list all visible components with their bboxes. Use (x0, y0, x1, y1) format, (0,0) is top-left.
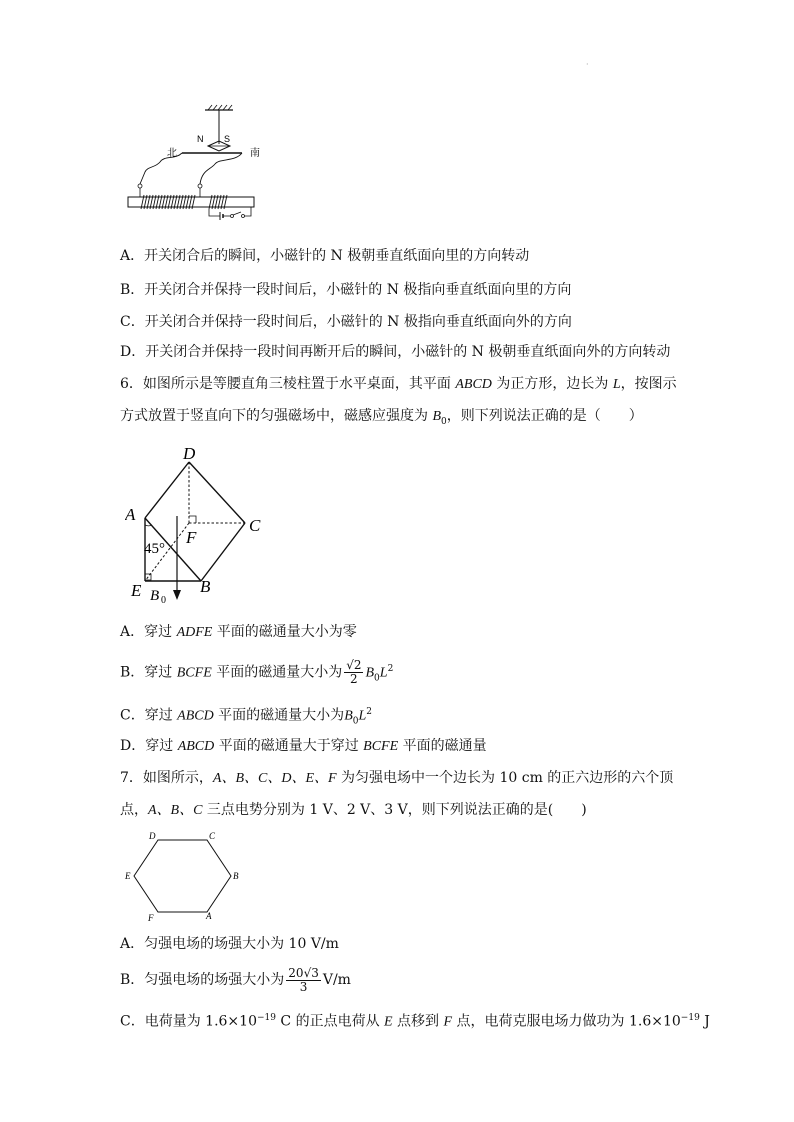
label-b: B (200, 577, 211, 596)
q5-option-c: C．开关闭合并保持一段时间后，小磁针的 N 极指向垂直纸面向外的方向 (120, 314, 572, 330)
frac-den: 3 (299, 979, 308, 994)
q5-option-a: A．开关闭合后的瞬间，小磁针的 N 极朝垂直纸面向里的方向转动 (120, 248, 530, 264)
q7-text: 点移到 (392, 1013, 444, 1030)
q6-option-c (120, 702, 372, 731)
q7-option-c (120, 1008, 710, 1033)
q6-option-d (120, 736, 487, 757)
page-mark: · (586, 60, 589, 69)
q7-option-a: A．匀强电场的场强大小为 10 V/m (120, 936, 339, 952)
q6-abcd: ABCD (455, 377, 492, 392)
hex-label-b: B (233, 871, 239, 881)
q6-text: 平面的磁通量 (398, 738, 487, 754)
q5-option-b: B．开关闭合并保持一段时间后，小磁针的 N 极指向垂直纸面向里的方向 (120, 282, 572, 298)
figure-hexagon (120, 828, 245, 923)
q7-text: B．匀强电场的场强大小为 (120, 972, 285, 988)
q7-text: J (699, 1013, 710, 1030)
q7-points: A、B、C (148, 803, 203, 818)
q6-b-sub: 0 (352, 716, 359, 727)
q7-stem-line2 (120, 800, 587, 821)
hex-label-c: C (209, 831, 216, 841)
q7-points: A、B、C、D、E、F (212, 771, 337, 786)
q6-b: B (344, 708, 353, 724)
q7-text: C．电荷量为 1.6×10 (120, 1013, 257, 1030)
q6-plane: BCFE (176, 665, 212, 681)
q7-exp: −19 (680, 1013, 700, 1023)
hex-label-d: D (149, 831, 156, 841)
q6-stem-line1 (120, 374, 677, 395)
q6-option-a (120, 622, 357, 643)
q5-option-d: D．开关闭合并保持一段时间再断开后的瞬间，小磁针的 N 极朝垂直纸面向外的方向转动 (120, 344, 671, 360)
hex-label-a: A (206, 911, 212, 921)
q6-b-sub: 0 (441, 416, 447, 427)
fraction-sqrt2-over-2 (344, 659, 363, 686)
q6-stem-line2 (120, 406, 643, 432)
q6-plane: BCFE (363, 739, 399, 754)
q7-text: C 的正点电荷从 (275, 1013, 385, 1030)
q6-text: D．穿过 (120, 738, 178, 754)
q6-text: 平面的磁通量大小为 (211, 664, 343, 681)
label-f: F (186, 528, 197, 547)
hex-label-f: F (148, 913, 154, 923)
q6-text: 为正方形，边长为 (491, 376, 613, 392)
figure-prism (125, 440, 270, 605)
q6-plane: ABCD (177, 739, 215, 754)
fraction-20sqrt3-over-3 (286, 967, 321, 994)
q6-text: 方式放置于竖直向下的匀强磁场中，磁感应强度为 (120, 408, 433, 424)
q6-text: ，按图示 (620, 376, 677, 392)
q7-exp: −19 (256, 1013, 276, 1023)
label-d: D (183, 444, 196, 463)
q6-b: B (432, 409, 442, 424)
q6-text: 平面的磁通量大小为 (213, 707, 345, 724)
q6-plane: ADFE (176, 625, 213, 640)
label-south: 南 (250, 148, 260, 159)
frac-num: √2 (346, 658, 362, 673)
q6-text: B．穿过 (120, 664, 177, 681)
q6-text: 6．如图所示是等腰直角三棱柱置于水平桌面，其平面 (120, 376, 456, 392)
q6-b: B (365, 665, 375, 681)
q7-stem-line1 (120, 768, 673, 789)
q6-l: L (379, 665, 388, 681)
hex-label-e: E (125, 871, 131, 881)
q6-text: ，则下列说法正确的是（ ） (446, 408, 643, 424)
q7-text: 点， (120, 802, 148, 818)
q6-sup: 2 (366, 707, 373, 717)
q7-text: 点，电荷克服电场力做功为 1.6×10 (452, 1013, 681, 1030)
label-n: N (197, 134, 204, 144)
q6-text: 平面的磁通量大于穿过 (214, 738, 364, 754)
q6-option-b (120, 654, 394, 687)
label-angle: 45° (144, 541, 165, 557)
q7-text: 三点电势分别为 1 V、2 V、3 V，则下列说法正确的是( ) (202, 802, 587, 818)
label-c: C (249, 516, 261, 535)
q7-text: 为匀强电场中一个边长为 10 cm 的正六边形的六个顶 (336, 770, 674, 786)
q6-b-sub: 0 (374, 673, 380, 684)
q6-text: 平面的磁通量大小为零 (212, 624, 357, 640)
q6-text: C．穿过 (120, 707, 178, 724)
label-b0-sub: 0 (161, 595, 166, 605)
label-a: A (125, 505, 136, 524)
frac-den: 2 (350, 672, 358, 687)
label-north: 北 (167, 148, 177, 159)
q7-option-b (120, 964, 351, 996)
label-e: E (131, 581, 142, 600)
q6-l: L (612, 377, 621, 392)
q6-l: L (358, 708, 367, 724)
label-s: S (224, 134, 231, 144)
q6-plane: ABCD (177, 708, 214, 724)
q6-sup: 2 (387, 664, 394, 674)
q7-point-f: F (443, 1014, 453, 1030)
q7-text: 7．如图所示， (120, 770, 213, 786)
label-b0: B (150, 588, 160, 604)
q7-point-e: E (384, 1014, 393, 1030)
frac-num: 20√3 (288, 965, 319, 980)
q7-text: V/m (322, 972, 351, 988)
q6-text: A．穿过 (120, 624, 177, 640)
figure-solenoid-needle (120, 100, 270, 220)
